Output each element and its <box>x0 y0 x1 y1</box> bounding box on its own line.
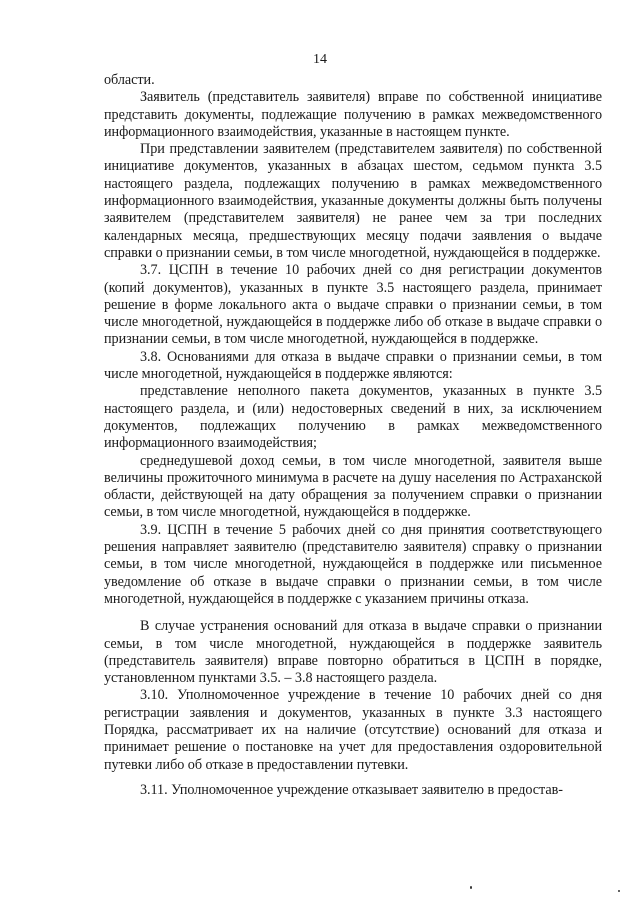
paragraph-3-11: 3.11. Уполномоченное учреждение отказывает заявителю в предостав- <box>140 781 563 798</box>
paragraph-3-10: 3.10. Уполномоченное учреждение в течение 10 рабочих дней со дня регистрации заявления и документов, указанных в пункте 3.3 настоящего Порядка, рассматривает их на наличие (отсутствие) оснований для отказа и принимает решение о постановке на учет для предоставления оздоровительной путевки либо об отказе в предоставлении путевки. <box>104 687 602 773</box>
scan-speck <box>470 886 472 889</box>
paragraph-submission-terms: При представлении заявителем (представителем заявителя) по собственной инициативе документов, указанных в абзацах шестом, седьмом пункта 3.5 настоящего раздела, подлежащих получению в рамках межведомственного информационного взаимодействия, указанные документы должны быть получены заявителем (представителем заявителя) не ранее чем за три последних календарных месяца, предшествующих месяцу подачи заявления о выдаче справки о признании семьи, в том числе многодетной, нуждающейся в поддержке. <box>104 141 602 261</box>
paragraph-repeat-application: В случае устранения оснований для отказа в выдаче справки о признании семьи, в том числе многодетной, нуждающейся в поддержке заявитель (представитель заявителя) вправе повторно обратиться в ЦСПН в порядке, установленном пунктами 3.5. – 3.8 настоящего раздела. <box>104 618 602 687</box>
document-body <box>104 72 602 799</box>
page-number: 14 <box>313 52 327 67</box>
paragraph-refusal-ground-2: среднедушевой доход семьи, в том числе многодетной, заявителя выше величины прожиточного минимума в расчете на душу населения по Астраханской области, действующей на дату обращения за получением справки о признании семьи, в том числе многодетной, нуждающейся в поддержке. <box>104 452 602 521</box>
paragraph-3-7: 3.7. ЦСПН в течение 10 рабочих дней со дня регистрации документов (копий документов), указанных в пункте 3.5 настоящего раздела, принимает решение в форме локального акта о выдаче справки о признании семьи, в том числе многодетной, нуждающейся в поддержке либо об отказе в выдаче справки о признании семьи, в том числе многодетной, нуждающейся в поддержке. <box>104 262 602 348</box>
paragraph-3-8: 3.8. Основаниями для отказа в выдаче справки о признании семьи, в том числе многодетной, нуждающейся в поддержке являются: <box>104 348 602 383</box>
paragraph-applicant-right: Заявитель (представитель заявителя) вправе по собственной инициативе представить документы, подлежащие получению в рамках межведомственного информационного взаимодействия, указанные в настоящем пункте. <box>104 89 602 140</box>
paragraph-3-9: 3.9. ЦСПН в течение 5 рабочих дней со дня принятия соответствующего решения направляет заявителю (представителю заявителя) справку о признании семьи, в том числе многодетной, нуждающейся в поддержке или письменное уведомление об отказе в выдаче справки о признании семьи, в том числе многодетной, нуждающейся в поддержке с указанием причины отказа. <box>104 521 602 607</box>
paragraph-continuation: области. <box>104 72 155 88</box>
scan-speck <box>618 890 620 892</box>
paragraph-refusal-ground-1: представление неполного пакета документов, указанных в пункте 3.5 настоящего раздела, и (или) недостоверных сведений в них, за исключением документов, подлежащих получению в рамках межведомственного информационного взаимодействия; <box>104 383 602 452</box>
